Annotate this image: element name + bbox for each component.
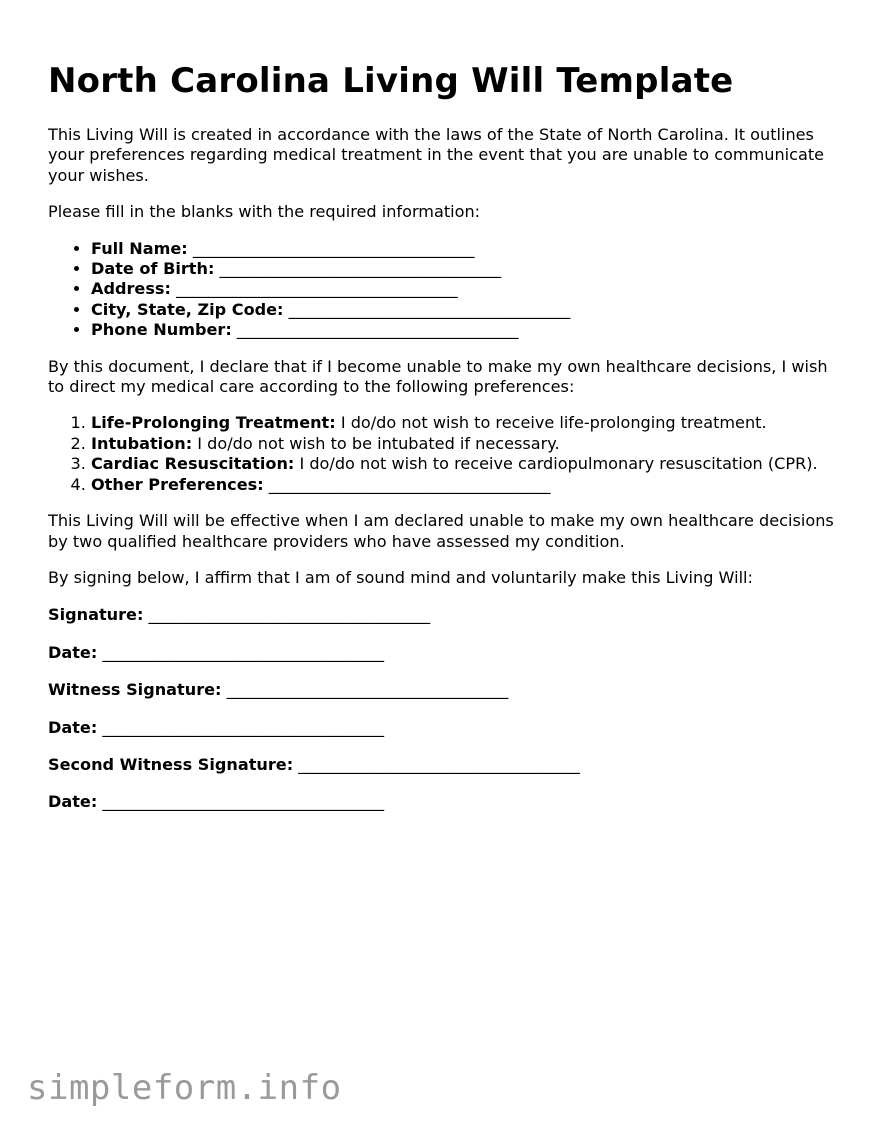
preference-blank[interactable]: ___________________________________ [268, 474, 551, 494]
watermark: simpleform.info [27, 1068, 342, 1108]
preference-label: Other Preferences: [91, 474, 264, 494]
list-item [91, 320, 838, 340]
list-item [91, 259, 838, 279]
field-label: Phone Number: [91, 320, 232, 340]
signature-label: Signature: [48, 605, 144, 625]
witness-signature-label: Witness Signature: [48, 680, 222, 700]
declaration-paragraph: By this document, I declare that if I become unable to make my own healthcare decisions, I wish to direct my medical care according to the following preferences: [48, 356, 828, 397]
field-blank[interactable]: ___________________________________ [176, 279, 458, 299]
document-title: North Carolina Living Will Template [48, 61, 734, 101]
list-item [91, 475, 838, 495]
list-item [91, 300, 838, 320]
second-witness-date-line [48, 791, 838, 812]
date-label: Date: [48, 642, 98, 662]
preferences-list [48, 413, 838, 495]
date-blank[interactable]: ___________________________________ [102, 642, 385, 662]
second-witness-signature-line [48, 754, 838, 775]
field-label: Full Name: [91, 238, 188, 258]
signature-line [48, 604, 838, 625]
witness-signature-line [48, 679, 838, 700]
field-label: Address: [91, 279, 171, 299]
second-witness-signature-blank[interactable]: ___________________________________ [298, 754, 580, 774]
field-blank[interactable]: ___________________________________ [219, 259, 502, 279]
field-label: City, State, Zip Code: [91, 299, 284, 319]
instructions-paragraph: Please fill in the blanks with the required information: [48, 202, 481, 222]
preference-text: I do/do not wish to receive cardiopulmonary resuscitation (CPR). [299, 454, 818, 474]
list-item [91, 454, 838, 474]
date-blank[interactable]: ___________________________________ [102, 717, 385, 737]
date-label: Date: [48, 792, 98, 812]
preference-label: Intubation: [91, 433, 193, 453]
list-item [91, 279, 838, 299]
document-page [48, 58, 838, 813]
date-label: Date: [48, 717, 98, 737]
signature-date-line [48, 642, 838, 663]
field-blank[interactable]: ___________________________________ [192, 238, 475, 258]
preference-text: I do/do not wish to be intubated if necessary. [197, 433, 560, 453]
list-item [91, 239, 838, 259]
intro-paragraph: This Living Will is created in accordance with the laws of the State of North Carolina. It outlines your preferences regarding medical treatment in the event that you are unable to communicate your wishes. [48, 125, 825, 185]
effective-paragraph: This Living Will will be effective when I am declared unable to make my own healthcare decisions by two qualified healthcare providers who have assessed my condition. [48, 511, 834, 551]
field-blank[interactable]: ___________________________________ [236, 320, 519, 340]
list-item [91, 413, 838, 433]
list-item [91, 434, 838, 454]
affirmation-paragraph: By signing below, I affirm that I am of sound mind and voluntarily make this Living Will: [48, 567, 753, 587]
preference-label: Cardiac Resuscitation: [91, 454, 295, 474]
witness-signature-blank[interactable]: ___________________________________ [226, 680, 509, 700]
witness-date-line [48, 717, 838, 738]
field-label: Date of Birth: [91, 259, 215, 279]
personal-info-list [48, 239, 838, 341]
date-blank[interactable]: ___________________________________ [102, 792, 385, 812]
signature-blank[interactable]: ___________________________________ [148, 605, 431, 625]
preference-text: I do/do not wish to receive life-prolonging treatment. [340, 413, 767, 433]
second-witness-signature-label: Second Witness Signature: [48, 754, 294, 774]
preference-label: Life-Prolonging Treatment: [91, 413, 336, 433]
field-blank[interactable]: ___________________________________ [288, 299, 571, 319]
